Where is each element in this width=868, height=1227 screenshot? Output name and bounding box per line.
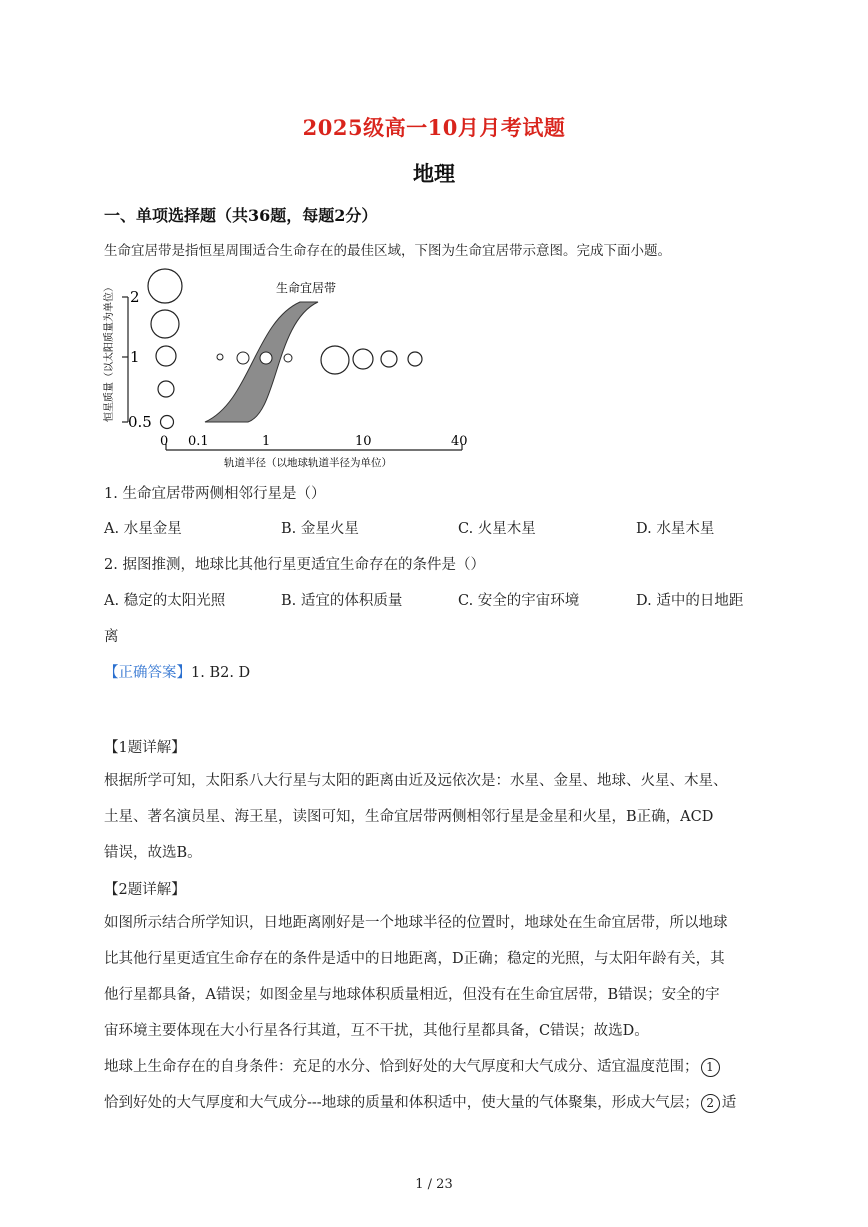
explanation-2-line: 宙环境主要体现在大小行星各行其道，互不干扰，其他行星都具备，C错误；故选D。 <box>104 1023 649 1039</box>
question-2-option-b: B. 适宜的体积质量 <box>281 593 403 609</box>
question-2-option-d-wrap: 离 <box>104 629 119 645</box>
x-tick-10: 10 <box>355 434 372 449</box>
explanation-2-body <box>104 905 768 1121</box>
question-1-option-b: B. 金星火星 <box>281 521 359 537</box>
question-2-option-d: D. 适中的日地距 <box>636 593 744 609</box>
planet-jupiter <box>321 346 349 374</box>
explanation-2-line: 比其他行星更适宜生命存在的条件是适中的日地距离，D正确；稳定的光照，与太阳年龄有关，其 <box>104 951 725 967</box>
explanation-2-heading: 【2题详解】 <box>104 882 186 898</box>
question-1-option-d: D. 水星木星 <box>636 521 715 537</box>
explanation-2-line-with-marker: 地球上生命存在的自身条件：充足的水分、恰到好处的大气厚度和大气成分、适宜温度范围； 1 <box>104 1049 768 1085</box>
y-tick-1: 1 <box>130 348 140 366</box>
habitable-zone-figure <box>100 262 480 474</box>
planet-uranus <box>381 351 397 367</box>
y-tick-0-5: 0.5 <box>128 413 152 431</box>
x-tick-1: 1 <box>262 434 271 449</box>
planet-neptune <box>408 352 422 366</box>
section-intro: 生命宜居带是指恒星周围适合生命存在的最佳区域，下图为生命宜居带示意图。完成下面小题。 <box>104 243 671 259</box>
x-axis-label: 轨道半径（以地球轨道半径为单位） <box>224 457 392 469</box>
star-circle-2 <box>148 269 182 303</box>
star-circle-1 <box>156 346 176 366</box>
explanation-1-line: 错误，故选B。 <box>104 845 202 861</box>
planet-mars <box>284 354 292 362</box>
explanation-2-line: 他行星都具备，A错误；如图金星与地球体积质量相近，但没有在生命宜居带，B错误；安全的宇 <box>104 987 720 1003</box>
y-tick-2: 2 <box>130 288 140 306</box>
answer-text: 1. B2. D <box>191 665 251 681</box>
answer-line <box>104 661 250 682</box>
explanation-1-body <box>104 763 768 871</box>
question-1-stem: 1. 生命宜居带两侧相邻行星是（） <box>104 486 326 502</box>
y-axis-label: 恒星质量（以太阳质量为单位） <box>104 282 115 422</box>
x-tick-0: 0 <box>160 434 169 449</box>
exam-title: 2025级高一10月月考试题 <box>302 115 566 140</box>
star-circle-1-5 <box>151 310 179 338</box>
planet-saturn <box>353 349 373 369</box>
x-tick-0-1: 0.1 <box>188 434 209 449</box>
page-number: 1 / 23 <box>415 1177 453 1192</box>
explanation-2-line: 如图所示结合所学知识，日地距离刚好是一个地球半径的位置时，地球处在生命宜居带，所以地球 <box>104 915 728 931</box>
band-label: 生命宜居带 <box>276 281 337 295</box>
subject-title: 地理 <box>413 161 455 186</box>
planet-earth <box>260 352 272 364</box>
question-2-option-c: C. 安全的宇宙环境 <box>458 593 580 609</box>
explanation-1-line: 土星、著名演员星、海王星，读图可知，生命宜居带两侧相邻行星是金星和火星，B正确，ACD <box>104 809 714 825</box>
circled-number-1: 1 <box>701 1058 720 1077</box>
explanation-1-line: 根据所学可知，太阳系八大行星与太阳的距离由近及远依次是：水星、金星、地球、火星、木星、 <box>104 773 728 789</box>
planet-venus <box>237 352 249 364</box>
circled-number-2: 2 <box>701 1094 720 1113</box>
x-tick-40: 40 <box>451 434 468 449</box>
planet-mercury <box>217 354 223 360</box>
explanation-1-heading: 【1题详解】 <box>104 740 186 756</box>
answer-label: 【正确答案】 <box>104 665 191 681</box>
star-circle-0-5 <box>161 416 174 429</box>
question-1-option-a: A. 水星金星 <box>104 521 182 537</box>
explanation-2-line-with-marker: 恰到好处的大气厚度和大气成分---地球的质量和体积适中，使大量的气体聚集，形成大气层； 2 适 <box>104 1095 737 1111</box>
question-2-stem: 2. 据图推测，地球比其他行星更适宜生命存在的条件是（） <box>104 557 485 573</box>
section-heading: 一、单项选择题（共36题，每题2分） <box>104 206 378 225</box>
question-2-option-a: A. 稳定的太阳光照 <box>104 593 226 609</box>
question-1-option-c: C. 火星木星 <box>458 521 536 537</box>
star-circle-0-7 <box>158 381 174 397</box>
